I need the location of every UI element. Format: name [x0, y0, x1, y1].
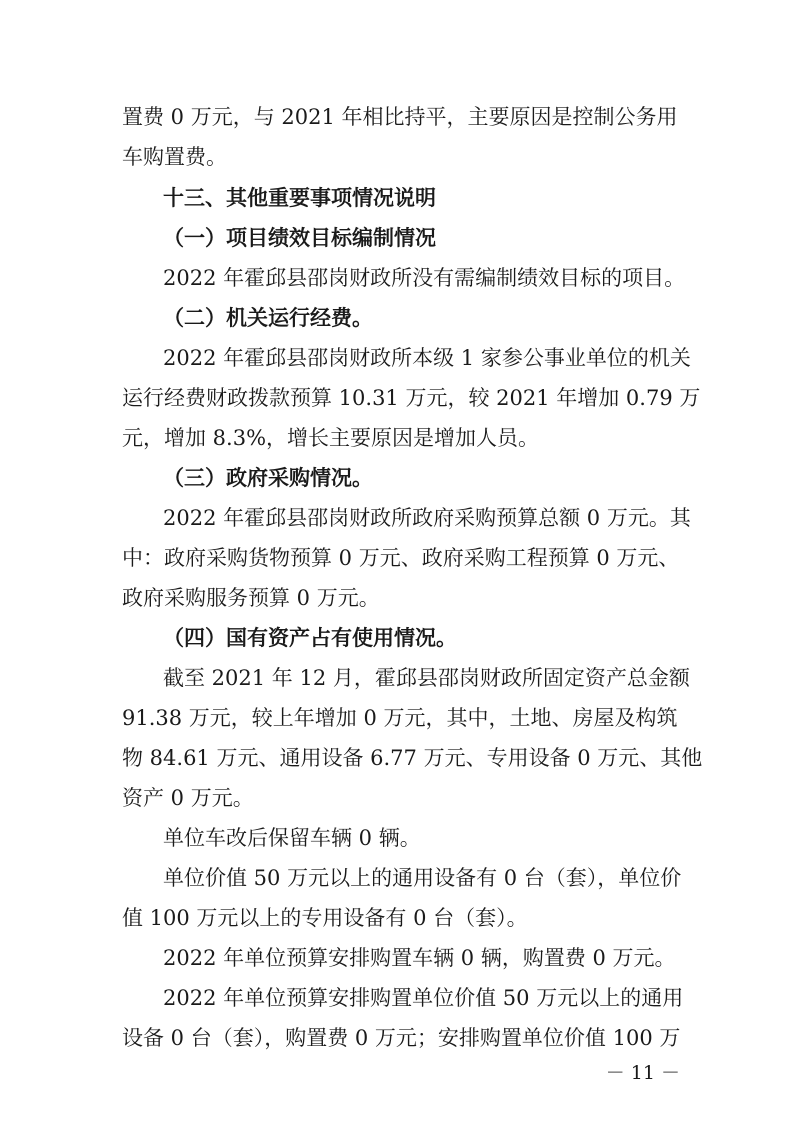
subsection-heading: （二）机关运行经费。: [163, 306, 373, 330]
paragraph-line: 资产 0 万元。: [122, 786, 254, 810]
page-number: － 11 －: [605, 1062, 680, 1084]
paragraph-line: 中：政府采购货物预算 0 万元、政府采购工程预算 0 万元、: [122, 546, 680, 570]
paragraph-line: 91.38 万元，较上年增加 0 万元，其中，土地、房屋及构筑: [122, 706, 678, 730]
paragraph-line: 政府采购服务预算 0 万元。: [122, 586, 380, 610]
paragraph-line: 2022 年单位预算安排购置车辆 0 辆，购置费 0 万元。: [163, 946, 676, 970]
paragraph-line: 运行经费财政拨款预算 10.31 万元，较 2021 年增加 0.79 万: [122, 386, 701, 410]
paragraph-line: 2022 年单位预算安排购置单位价值 50 万元以上的通用: [163, 986, 684, 1010]
paragraph-line: 2022 年霍邱县邵岗财政所没有需编制绩效目标的项目。: [163, 266, 686, 290]
paragraph-line: 置费 0 万元，与 2021 年相比持平，主要原因是控制公务用: [122, 105, 678, 129]
paragraph-line: 元，增加 8.3%，增长主要原因是增加人员。: [122, 426, 540, 450]
paragraph-line: 单位车改后保留车辆 0 辆。: [163, 826, 421, 850]
paragraph-line: 物 84.61 万元、通用设备 6.77 万元、专用设备 0 万元、其他: [122, 746, 703, 770]
paragraph-line: 2022 年霍邱县邵岗财政所本级 1 家参公事业单位的机关: [163, 346, 691, 370]
paragraph-line: 截至 2021 年 12 月，霍邱县邵岗财政所固定资产总金额: [163, 666, 690, 690]
subsection-heading: （三）政府采购情况。: [163, 466, 373, 490]
paragraph-line: 车购置费。: [122, 145, 227, 169]
section-heading: 十三、其他重要事项情况说明: [163, 186, 436, 210]
subsection-heading: （四）国有资产占有使用情况。: [163, 626, 457, 650]
paragraph-line: 设备 0 台（套），购置费 0 万元；安排购置单位价值 100 万: [122, 1026, 681, 1050]
subsection-heading: （一）项目绩效目标编制情况: [163, 226, 436, 250]
paragraph-line: 单位价值 50 万元以上的通用设备有 0 台（套），单位价: [163, 866, 682, 890]
paragraph-line: 值 100 万元以上的专用设备有 0 台（套）。: [122, 906, 528, 930]
paragraph-line: 2022 年霍邱县邵岗财政所政府采购预算总额 0 万元。其: [163, 506, 691, 530]
